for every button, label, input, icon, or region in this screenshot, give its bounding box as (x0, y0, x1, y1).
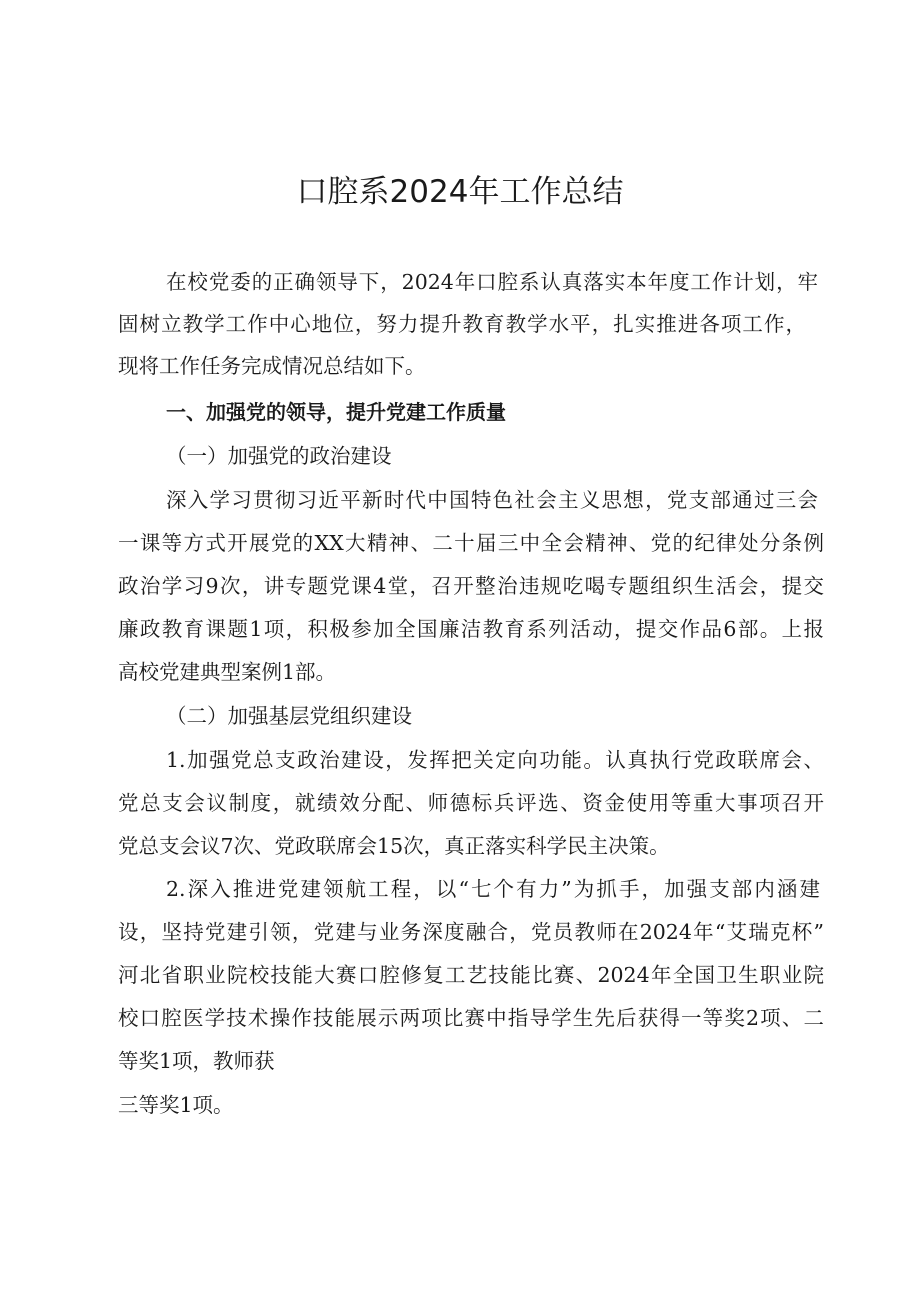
intro-line-3: 现将工作任务完成情况总结如下。 (118, 354, 426, 378)
subsection-2-heading: （二）加强基层党组织建设 (166, 704, 412, 728)
item2-line-6: 三等奖1项。 (118, 1093, 234, 1117)
item2-line-1: 2.深入推进党建领航工程，以“七个有力”为抓手，加强支部内涵建 (166, 877, 820, 901)
subsection-1-heading: （一）加强党的政治建设 (166, 444, 392, 468)
sub1-line-3: 政治学习9次，讲专题党课4堂，召开整治违规吃喝专题组织生活会，提交 (118, 574, 824, 598)
item1-line-2: 党总支会议制度，就绩效分配、师德标兵评选、资金使用等重大事项召开 (118, 791, 824, 815)
item1-line-3: 党总支会议7次、党政联席会15次，真正落实科学民主决策。 (118, 834, 670, 858)
item2-line-5: 等奖1项，教师获 (118, 1049, 275, 1073)
sub1-line-1: 深入学习贯彻习近平新时代中国特色社会主义思想，党支部通过三会 (166, 488, 818, 512)
page-title: 口腔系2024年工作总结 (296, 174, 624, 210)
section-1-heading: 一、加强党的领导，提升党建工作质量 (166, 400, 506, 424)
item2-line-2: 设，坚持党建引领，党建与业务深度融合，党员教师在2024年“艾瑞克杯” (118, 920, 824, 944)
intro-line-2: 固树立教学工作中心地位，努力提升教育教学水平，扎实推进各项工作， (118, 312, 806, 336)
sub1-line-5: 高校党建典型案例1部。 (118, 660, 337, 684)
item2-line-3: 河北省职业院校技能大赛口腔修复工艺技能比赛、2024年全国卫生职业院 (118, 963, 824, 987)
sub1-line-2: 一课等方式开展党的XX大精神、二十届三中全会精神、党的纪律处分条例 (118, 531, 824, 555)
item1-line-1: 1.加强党总支政治建设，发挥把关定向功能。认真执行党政联席会、 (166, 748, 824, 772)
intro-line-1: 在校党委的正确领导下，2024年口腔系认真落实本年度工作计划，牢 (166, 270, 818, 294)
sub1-line-4: 廉政教育课题1项，积极参加全国廉洁教育系列活动，提交作品6部。上报 (118, 617, 824, 641)
item2-line-4: 校口腔医学技术操作技能展示两项比赛中指导学生先后获得一等奖2项、二 (118, 1006, 824, 1030)
